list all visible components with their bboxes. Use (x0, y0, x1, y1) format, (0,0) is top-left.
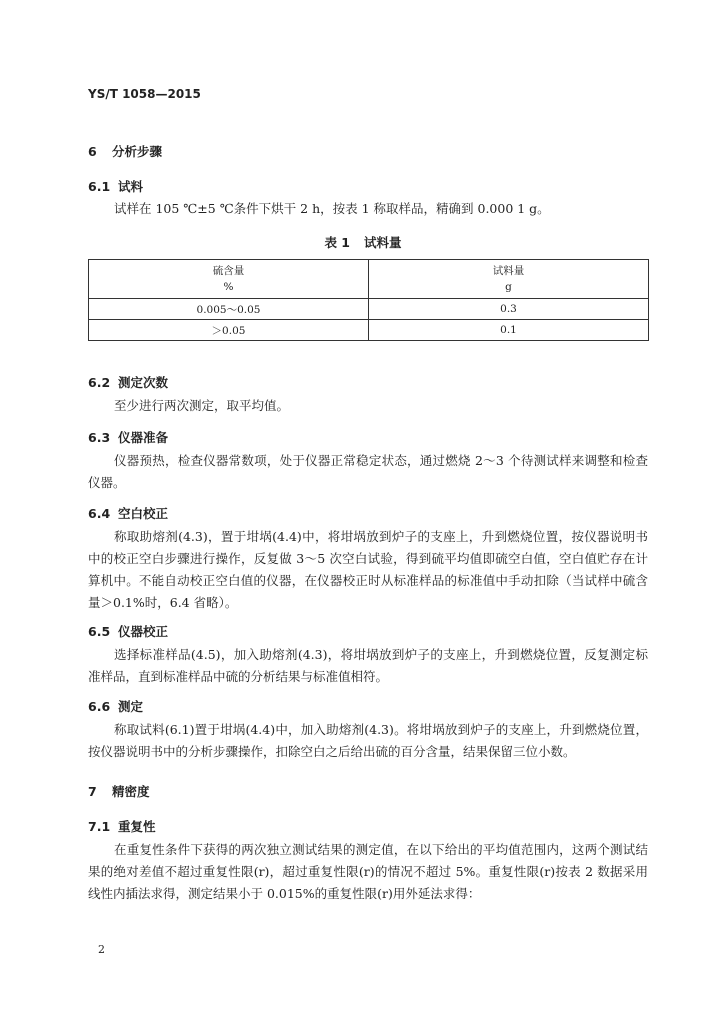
table-header-mass (369, 260, 649, 299)
section-7-1-number: 7.1 (88, 819, 111, 834)
section-6-2-text: 至少进行两次测定，取平均值。 (114, 398, 290, 413)
section-6-2-heading (88, 373, 168, 391)
section-6-1-text: 试样在 105 ℃±5 ℃条件下烘干 2 h，按表 1 称取样品，精确到 0.000 1 g。 (114, 201, 550, 216)
section-6-4-text: 称取助熔剂(4.3)，置于坩埚(4.4)中，将坩埚放到炉子的支座上，升到燃烧位置，按仪器说明书中的校正空白步骤进行操作，反复做 3～5 次空白试验，得到硫平均值即硫空白值，空白值贮存在计算机中。不能自动校正空白值的仪器，在仪器校正时从标准样品的标准值中手动扣除（当试样中硫含量＞0.1%时，6.4 省略）。 (88, 529, 648, 610)
standard-code-header: YS/T 1058—2015 (88, 87, 201, 101)
sample-mass-label: 试料量 (492, 265, 525, 277)
table-header-sulfur (89, 260, 369, 299)
table-row (89, 320, 649, 341)
section-6-title: 分析步骤 (112, 144, 163, 159)
section-6-5-text: 选择标准样品(4.5)，加入助熔剂(4.3)，将坩埚放到炉子的支座上，升到燃烧位置，反复测定标准样品，直到标准样品中硫的分析结果与标准值相符。 (88, 647, 648, 684)
section-6-number: 6 (88, 144, 97, 159)
sample-mass-unit: g (505, 281, 512, 293)
sulfur-content-label: 硫含量 (212, 265, 245, 277)
table-1-caption-number: 表 1 (324, 235, 351, 250)
table-row (89, 299, 649, 320)
section-6-3-text: 仪器预热，检查仪器常数项，处于仪器正常稳定状态，通过燃烧 2～3 个待测试样来调整和检查仪器。 (88, 453, 648, 490)
section-6-heading (88, 142, 162, 160)
section-6-1-heading (88, 177, 143, 195)
section-7-1-heading (88, 817, 156, 835)
section-6-5-heading (88, 622, 168, 640)
section-7-title: 精密度 (112, 784, 150, 799)
section-7-heading (88, 782, 150, 800)
section-6-2-title: 测定次数 (118, 375, 169, 390)
section-6-6-title: 测定 (118, 699, 144, 714)
section-6-6-heading (88, 697, 143, 715)
table-cell-mass: 0.3 (369, 299, 649, 320)
section-6-5-title: 仪器校正 (118, 624, 169, 639)
section-6-5-number: 6.5 (88, 624, 111, 639)
page-number: 2 (98, 943, 105, 956)
section-6-2-number: 6.2 (88, 375, 111, 390)
table-1 (88, 259, 649, 341)
section-6-6-text: 称取试料(6.1)置于坩埚(4.4)中，加入助熔剂(4.3)。将坩埚放到炉子的支座上，升到燃烧位置，按仪器说明书中的分析步骤操作，扣除空白之后给出硫的百分含量，结果保留三位小数。 (88, 722, 648, 759)
section-6-3-number: 6.3 (88, 430, 111, 445)
table-header-row (89, 260, 649, 299)
section-7-1-text: 在重复性条件下获得的两次独立测试结果的测定值，在以下给出的平均值范围内，这两个测试结果的绝对差值不超过重复性限(r)，超过重复性限(r)的情况不超过 5%。重复性限(r)按表 2 数据采用线性内插法求得，测定结果小于 0.015%的重复性限(r)用外延法求得： (88, 842, 648, 901)
section-6-6-number: 6.6 (88, 699, 111, 714)
section-6-1-title: 试料 (118, 179, 144, 194)
section-6-3-title: 仪器准备 (118, 430, 169, 445)
table-cell-mass: 0.1 (369, 320, 649, 341)
sulfur-content-unit: % (223, 281, 234, 293)
section-7-number: 7 (88, 784, 97, 799)
section-6-3-heading (88, 428, 168, 446)
table-cell-range: 0.005～0.05 (89, 299, 369, 320)
table-1-caption (0, 233, 726, 251)
table-1-caption-title: 试料量 (364, 235, 402, 250)
section-6-1-number: 6.1 (88, 179, 111, 194)
table-cell-range: ＞0.05 (89, 320, 369, 341)
section-6-4-heading (88, 504, 168, 522)
section-7-1-title: 重复性 (118, 819, 156, 834)
section-6-4-number: 6.4 (88, 506, 111, 521)
section-6-4-title: 空白校正 (118, 506, 169, 521)
